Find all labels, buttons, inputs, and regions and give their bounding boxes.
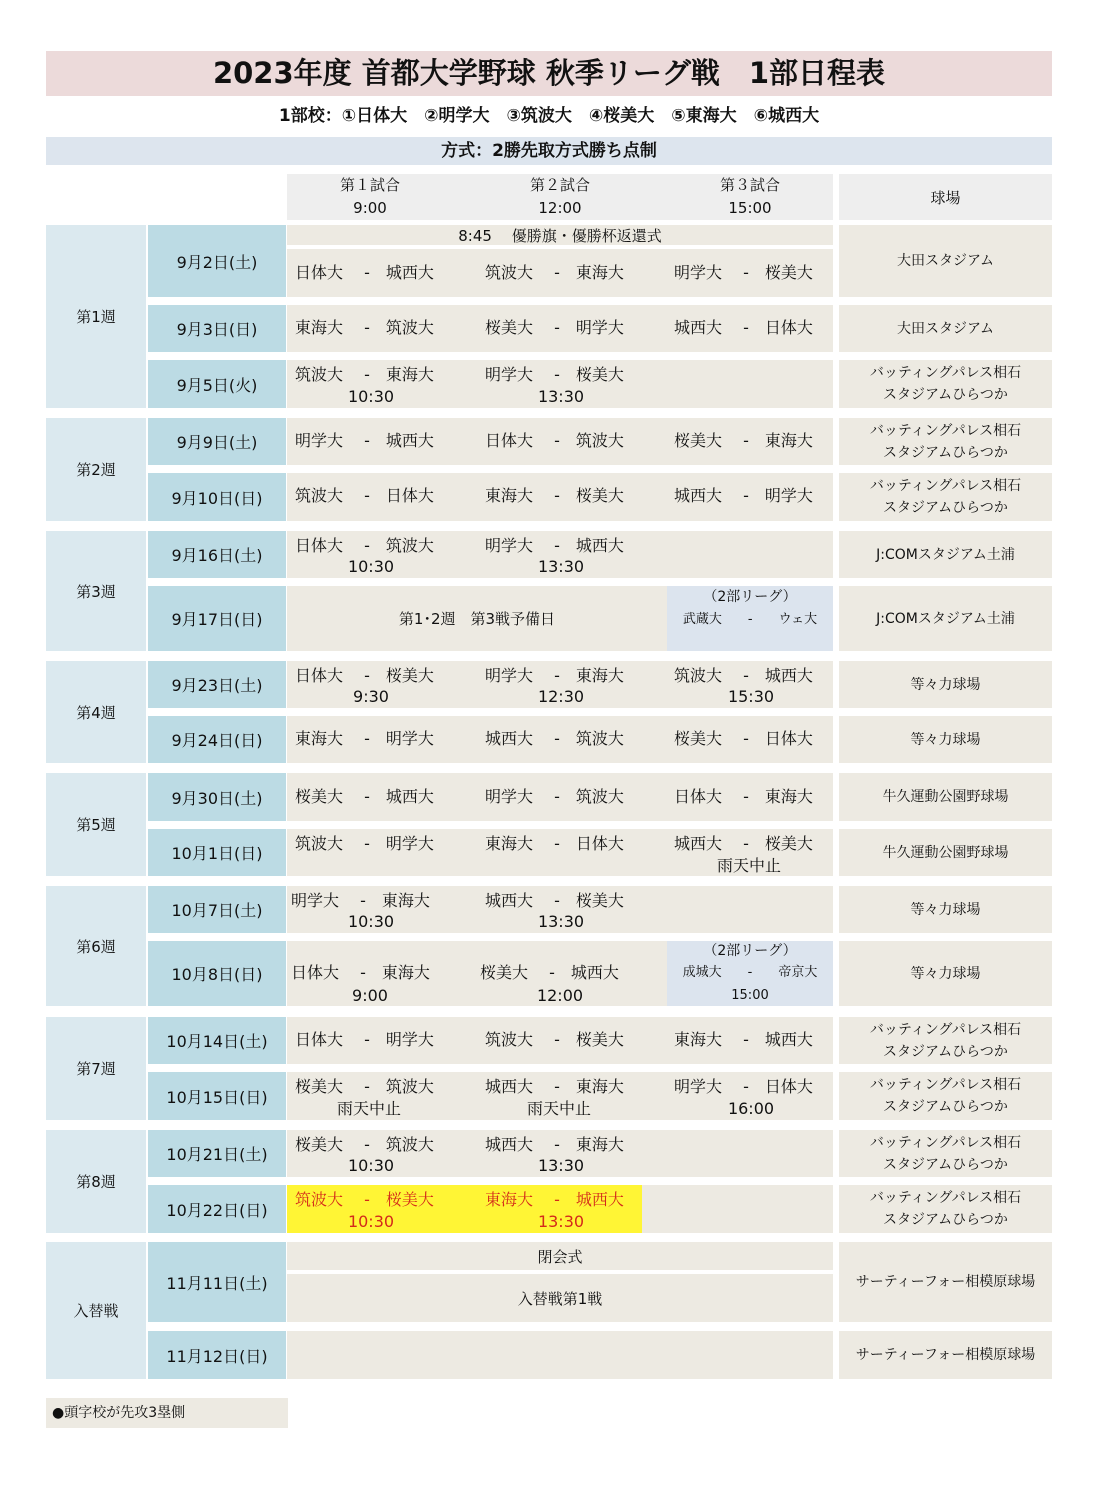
header-game3-label: 第３試合 (719, 176, 780, 194)
date-cell: 10月14日(土) (148, 1017, 286, 1064)
week-2: 第2週 (46, 418, 146, 521)
date-cell: 9月16日(土) (148, 531, 286, 578)
school-list: 1部校：①日体大 ②明学大 ③筑波大 ④桜美大 ⑤東海大 ⑥城西大 (278, 106, 820, 126)
date-cell: 10月1日(日) (148, 829, 286, 876)
venue-cell: 大田スタジアム (839, 305, 1052, 352)
venue-cell: 等々力球場 (839, 661, 1052, 708)
venue-cell: 牛久運動公園野球場 (839, 829, 1052, 876)
date-cell: 10月15日(日) (148, 1072, 286, 1120)
game1-matchup: 桜美大 - 筑波大 (295, 1135, 434, 1154)
games-cell (287, 661, 833, 708)
date-cell: 9月23日(土) (148, 661, 286, 708)
games-cell (287, 305, 833, 352)
venue-cell: サーティーフォー相模原球場 (839, 1242, 1052, 1322)
game1-matchup: 日体大 - 城西大 (295, 263, 434, 282)
game1-matchup: 筑波大 - 桜美大 (295, 1190, 434, 1209)
venue-line2: スタジアムひらつか (883, 1156, 1008, 1173)
game3-matchup: 桜美大 - 東海大 (674, 431, 813, 450)
header-game3-time: 15:00 (728, 199, 772, 217)
date-cell: 9月17日(日) (148, 586, 286, 651)
game2-time: 13:30 (537, 912, 585, 931)
game2-time: 12:00 (536, 986, 584, 1005)
date-cell: 9月10日(日) (148, 473, 286, 521)
venue-cell: J:COMスタジアム土浦 (839, 531, 1052, 578)
ceremony-cell: 8:45 優勝旗・優勝杯返還式 (287, 225, 833, 245)
venue-cell (839, 418, 1052, 465)
venue-cell: 等々力球場 (839, 886, 1052, 933)
header-game2-label: 第２試合 (529, 176, 590, 194)
game3-matchup: 明学大 - 桜美大 (674, 263, 813, 282)
header-game2-time: 12:00 (538, 199, 582, 217)
games-cell (287, 886, 833, 933)
games-cell (287, 941, 667, 1006)
venue-cell: サーティーフォー相模原球場 (839, 1331, 1052, 1379)
date-cell: 9月30日(土) (148, 773, 286, 821)
page-title: 2023年度 首都大学野球 秋季リーグ戦 1部日程表 (46, 51, 1052, 96)
date-cell: 10月21日(土) (148, 1130, 286, 1177)
games-cell (287, 531, 833, 578)
game2-matchup: 城西大 - 東海大 (485, 1135, 624, 1154)
game1-matchup: 桜美大 - 筑波大 (295, 1077, 434, 1096)
game1-matchup: 日体大 - 筑波大 (295, 536, 434, 555)
header-game1 (287, 174, 453, 220)
league2-label: （2部リーグ） (703, 589, 797, 605)
game1-time: 10:30 (347, 557, 395, 576)
venue-cell (839, 1185, 1052, 1233)
game2-matchup: 東海大 - 日体大 (485, 834, 624, 853)
game2-matchup: 桜美大 - 城西大 (480, 963, 619, 982)
date-cell: 10月8日(日) (148, 941, 286, 1006)
header-venue: 球場 (839, 174, 1052, 220)
venue-line1: バッティングパレス相石 (869, 365, 1022, 381)
header-game1-time: 9:00 (353, 199, 387, 217)
week-replacement: 入替戦 (46, 1242, 146, 1379)
venue-line2: スタジアムひらつか (883, 387, 1008, 403)
game1-time: 10:30 (347, 1156, 395, 1175)
game1-status: 雨天中止 (336, 1099, 401, 1118)
header-game3 (667, 174, 833, 220)
venue-line1: バッティングパレス相石 (869, 1134, 1022, 1151)
venue-line1: バッティングパレス相石 (869, 422, 1022, 439)
game3-matchup: 桜美大 - 日体大 (674, 729, 813, 748)
games-cell (287, 418, 833, 465)
game3-matchup: 筑波大 - 城西大 (674, 666, 813, 685)
league2-matchup: 武蔵大 - ウェ大 (682, 612, 818, 627)
reserve-day-note: 第1･2週 第3戦予備日 (287, 586, 667, 651)
game1-matchup: 日体大 - 東海大 (291, 963, 430, 982)
game2-time: 12:30 (537, 687, 585, 706)
game1-matchup: 筑波大 - 東海大 (295, 365, 434, 384)
replacement-game1: 入替戦第1戦 (287, 1274, 833, 1322)
game1-time: 10:30 (347, 387, 395, 406)
game1-matchup: 筑波大 - 日体大 (295, 486, 434, 505)
date-cell: 9月24日(日) (148, 716, 286, 763)
footnote: ●頭字校が先攻3塁側 (46, 1398, 288, 1428)
date-cell: 9月9日(土) (148, 418, 286, 465)
games-cell (287, 360, 833, 408)
game1-matchup: 明学大 - 東海大 (291, 891, 430, 910)
date-cell: 11月12日(日) (148, 1331, 286, 1379)
venue-cell (839, 473, 1052, 521)
week-8: 第8週 (46, 1130, 146, 1233)
game3-matchup: 城西大 - 明学大 (674, 486, 813, 505)
game1-matchup: 日体大 - 桜美大 (295, 666, 434, 685)
game1-time: 9:00 (352, 986, 388, 1005)
league2-cell (667, 586, 833, 651)
game2-matchup: 明学大 - 東海大 (485, 666, 624, 685)
game2-matchup: 筑波大 - 桜美大 (485, 1030, 624, 1049)
games-cell (287, 1017, 833, 1064)
game2-matchup: 筑波大 - 東海大 (485, 263, 624, 282)
games-cell (287, 1130, 833, 1177)
week-7: 第7週 (46, 1017, 146, 1120)
week-6: 第6週 (46, 886, 146, 1006)
week-1: 第1週 (46, 225, 146, 408)
games-cell (287, 1185, 833, 1233)
games-cell (287, 249, 833, 297)
date-cell: 10月7日(土) (148, 886, 286, 933)
venue-cell: J:COMスタジアム土浦 (839, 586, 1052, 651)
header-game2 (453, 174, 667, 220)
game1-matchup: 明学大 - 城西大 (295, 431, 434, 450)
league2-cell (667, 941, 833, 1006)
game3-matchup: 城西大 - 日体大 (674, 318, 813, 337)
game3-matchup: 城西大 - 桜美大 (674, 834, 813, 853)
game2-matchup: 東海大 - 桜美大 (485, 486, 624, 505)
header-game1-label: 第１試合 (339, 176, 400, 194)
games-cell (287, 716, 833, 763)
venue-line2: スタジアムひらつか (883, 1212, 1008, 1228)
game2-matchup: 日体大 - 筑波大 (485, 431, 624, 450)
game2-status: 雨天中止 (526, 1099, 591, 1118)
closing-ceremony: 閉会式 (287, 1242, 833, 1270)
format-banner: 方式：2勝先取方式勝ち点制 (46, 137, 1052, 165)
game2-matchup: 桜美大 - 明学大 (485, 318, 624, 337)
game3-matchup: 東海大 - 城西大 (674, 1030, 813, 1049)
games-cell (287, 773, 833, 821)
week-3: 第3週 (46, 531, 146, 651)
league2-time: 15:00 (731, 988, 769, 1003)
league2-label: （2部リーグ） (703, 943, 797, 959)
date-cell: 9月5日(火) (148, 360, 286, 408)
game3-status: 雨天中止 (716, 856, 781, 875)
venue-cell: 大田スタジアム (839, 225, 1052, 297)
game2-time: 13:30 (537, 387, 585, 406)
game1-matchup: 筑波大 - 明学大 (295, 834, 434, 853)
venue-cell (839, 1130, 1052, 1177)
date-cell: 9月2日(土) (148, 225, 286, 297)
venue-cell: 牛久運動公園野球場 (839, 773, 1052, 821)
game1-matchup: 東海大 - 筑波大 (295, 318, 434, 337)
date-cell: 9月3日(日) (148, 305, 286, 352)
venue-line1: バッティングパレス相石 (869, 1021, 1022, 1038)
venue-line1: バッティングパレス相石 (869, 478, 1022, 494)
game2-matchup: 明学大 - 桜美大 (485, 365, 624, 384)
venue-line2: スタジアムひらつか (883, 1099, 1008, 1115)
venue-cell (839, 1072, 1052, 1120)
game2-time: 13:30 (537, 557, 585, 576)
game1-time: 10:30 (347, 1212, 395, 1231)
venue-cell (839, 1017, 1052, 1064)
game1-time: 9:30 (353, 687, 389, 706)
games-cell (287, 1072, 833, 1120)
week-5: 第5週 (46, 773, 146, 876)
games-cell (287, 473, 833, 521)
date-cell: 11月11日(土) (148, 1242, 286, 1322)
game1-matchup: 日体大 - 明学大 (295, 1030, 434, 1049)
venue-line2: スタジアムひらつか (883, 1043, 1008, 1060)
venue-line2: スタジアムひらつか (883, 444, 1008, 461)
game3-time: 16:00 (727, 1099, 775, 1118)
game2-matchup: 明学大 - 筑波大 (485, 787, 624, 806)
date-cell: 10月22日(日) (148, 1185, 286, 1233)
game3-matchup: 明学大 - 日体大 (674, 1077, 813, 1096)
game2-matchup: 城西大 - 筑波大 (485, 729, 624, 748)
venue-line1: バッティングパレス相石 (869, 1190, 1022, 1206)
venue-line2: スタジアムひらつか (883, 500, 1008, 516)
game1-matchup: 東海大 - 明学大 (295, 729, 434, 748)
games-cell (287, 829, 833, 876)
empty-games-cell (287, 1331, 833, 1379)
venue-cell (839, 360, 1052, 408)
game2-matchup: 明学大 - 城西大 (485, 536, 624, 555)
game2-time: 13:30 (537, 1212, 585, 1231)
venue-line1: バッティングパレス相石 (869, 1077, 1022, 1093)
week-4: 第4週 (46, 661, 146, 763)
game3-matchup: 日体大 - 東海大 (674, 787, 813, 806)
game2-matchup: 城西大 - 東海大 (485, 1077, 624, 1096)
game2-matchup: 城西大 - 桜美大 (485, 891, 624, 910)
venue-cell: 等々力球場 (839, 941, 1052, 1006)
game1-time: 10:30 (347, 912, 395, 931)
game3-time: 15:30 (727, 687, 775, 706)
game2-time: 13:30 (537, 1156, 585, 1175)
game1-matchup: 桜美大 - 城西大 (295, 787, 434, 806)
venue-cell: 等々力球場 (839, 716, 1052, 763)
game2-matchup: 東海大 - 城西大 (485, 1190, 624, 1209)
league2-matchup: 成城大 - 帝京大 (682, 965, 818, 980)
